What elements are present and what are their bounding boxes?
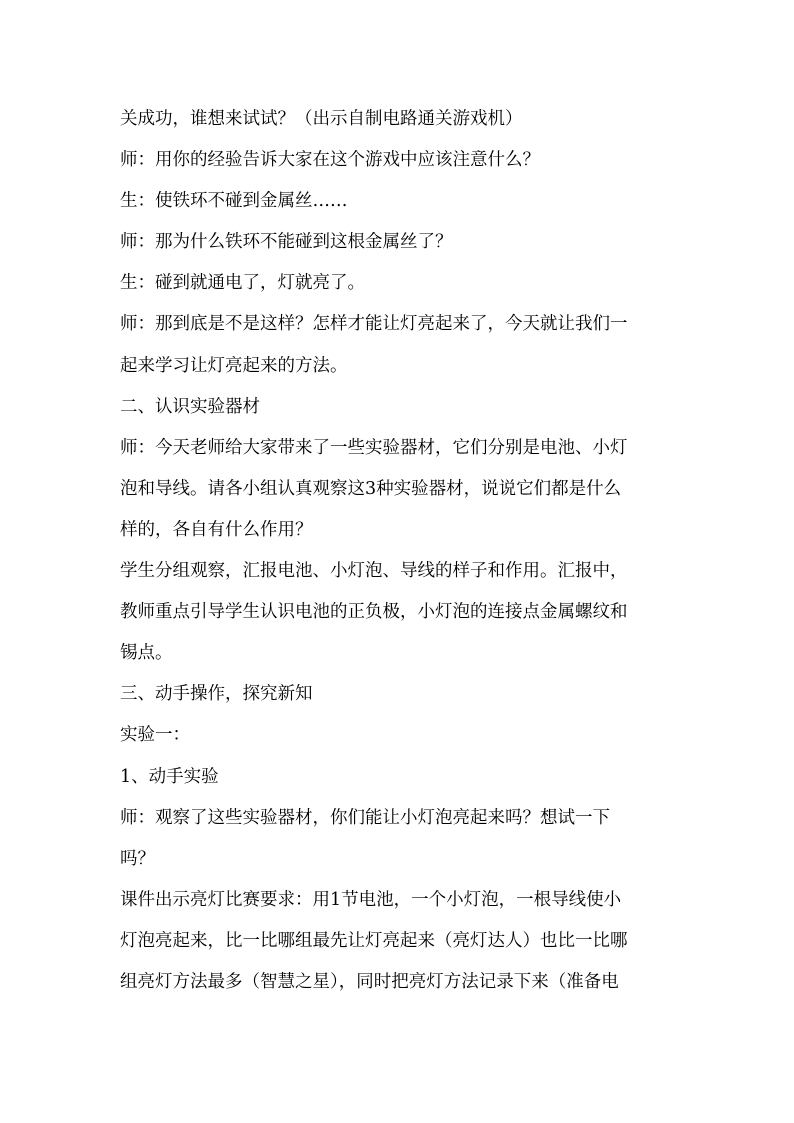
text-line: 生：使铁环不碰到金属丝……	[120, 191, 348, 212]
text-line: 师：用你的经验告诉大家在这个游戏中应该注意什么？	[120, 150, 540, 171]
text-line: 生：碰到就通电了，灯就亮了。	[120, 273, 365, 294]
text-line: 师：那到底是不是这样？怎样才能让灯亮起来了，今天就让我们一	[120, 314, 628, 335]
section-heading: 三、动手操作，探究新知	[120, 684, 313, 705]
text-line: 师：那为什么铁环不能碰到这根金属丝了？	[120, 232, 453, 253]
subsection-heading: 实验一：	[120, 725, 190, 746]
text-line: 泡和导线。请各小组认真观察这3种实验器材，说说它们都是什么	[120, 478, 622, 499]
document-body	[120, 99, 680, 1003]
text-line: 组亮灯方法最多（智慧之星），同时把亮灯方法记录下来（准备电	[120, 971, 619, 992]
subsection-heading: 1、动手实验	[120, 766, 219, 787]
text-line: 吗？	[120, 848, 155, 869]
text-line: 师：观察了这些实验器材，你们能让小灯泡亮起来吗？想试一下	[120, 807, 610, 828]
text-line: 学生分组观察，汇报电池、小灯泡、导线的样子和作用。汇报中，	[120, 561, 628, 582]
text-line: 起来学习让灯亮起来的方法。	[120, 355, 348, 376]
text-line: 课件出示亮灯比赛要求：用1节电池，一个小灯泡，一根导线使小	[120, 889, 622, 910]
text-line: 教师重点引导学生认识电池的正负极，小灯泡的连接点金属螺纹和	[120, 602, 628, 623]
text-line: 灯泡亮起来，比一比哪组最先让灯亮起来（亮灯达人）也比一比哪	[120, 930, 628, 951]
text-line: 师：今天老师给大家带来了一些实验器材，它们分别是电池、小灯	[120, 437, 628, 458]
section-heading: 二、认识实验器材	[120, 396, 260, 417]
text-line: 锡点。	[120, 643, 173, 664]
text-line: 关成功，谁想来试试？（出示自制电路通关游戏机）	[120, 109, 523, 129]
text-line: 样的，各自有什么作用？	[120, 519, 313, 540]
